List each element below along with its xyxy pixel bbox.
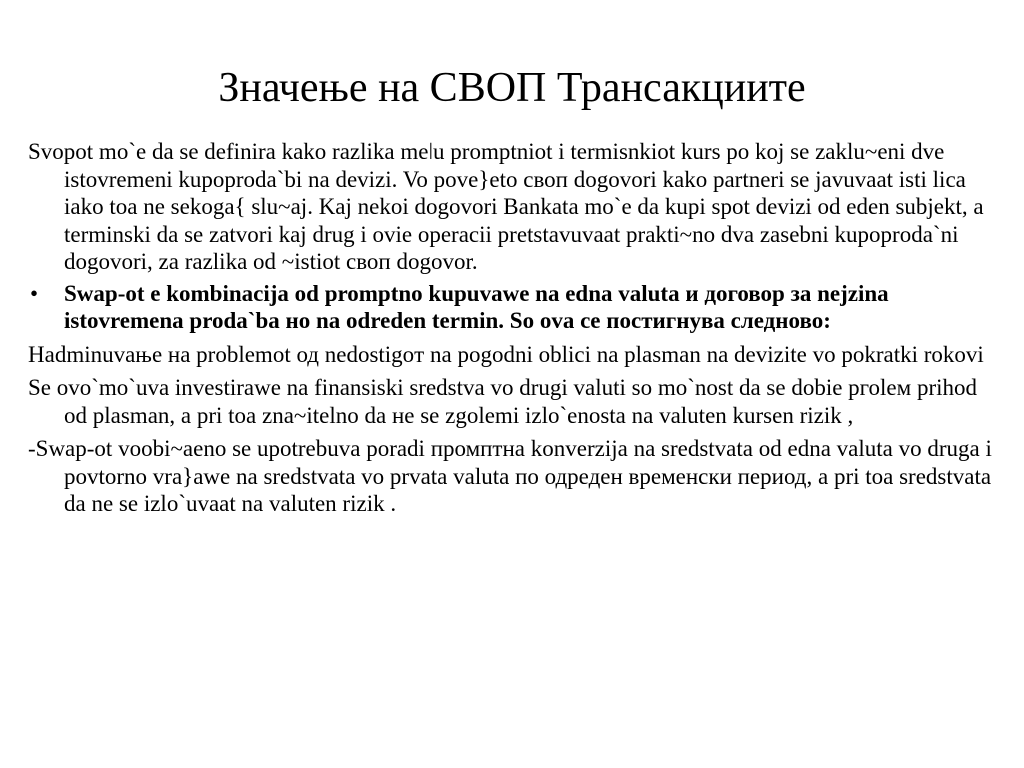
paragraph-usage: -Swap-ot voobi~aeno se upotrebuva poradi промптна konverzija na sredstvata od edna valuta vo druga i povtorno vra}awe na sredstvata vo prvata valuta по одреден временски период, a pri toa sredstvata da ne se izlo`uvaat na valuten rizik . <box>28 436 992 516</box>
paragraph-reduction: Hadminuvaње на problemot од nedostigoт na pogodni oblici na plasman na devizite vo pokratki rokovi <box>28 341 984 367</box>
bullet-item <box>28 280 998 335</box>
bullet-text: Swap-ot e kombinacija od promptno kupuvawe na edna valuta и договор за nejzina istovremena proda`ba но na odreden termin. So ova ce постигнува следново: <box>64 280 889 333</box>
slide-body <box>28 138 998 524</box>
slide-title: Значење на СВОП Трансакциите <box>218 65 806 111</box>
paragraph-definition: Svopot mo`e da se definira kako razlika meǀu promptniot i termisnkiot kurs po koj se zaklu~eni dve istovremeni kupoproda`bi na devizi. Vo pove}eto своп dogovori kako partneri se javuvaat isti lica iako toa ne sekoga{ slu~aj. Kaj nekoi dogovori Bankata mo`e da kupi spot devizi od eden subjekt, a terminski da se zatvori kaj drug i ovie operacii pretstavuvaat prakti~no dva zasebni kupoproda`ni dogovori, za razlika od ~istiot своп dogovor. <box>28 139 984 274</box>
bullet-icon: • <box>30 280 39 306</box>
paragraph-investment: Se ovo`mo`uva investirawe na finansiski sredstva vo drugi valuti so mo`nost da se dobie ргоlем prihod od plasman, a pri toa zna~itelno da не se zgolemi izlo`enosta na valuten kursen rizik , <box>28 375 977 428</box>
